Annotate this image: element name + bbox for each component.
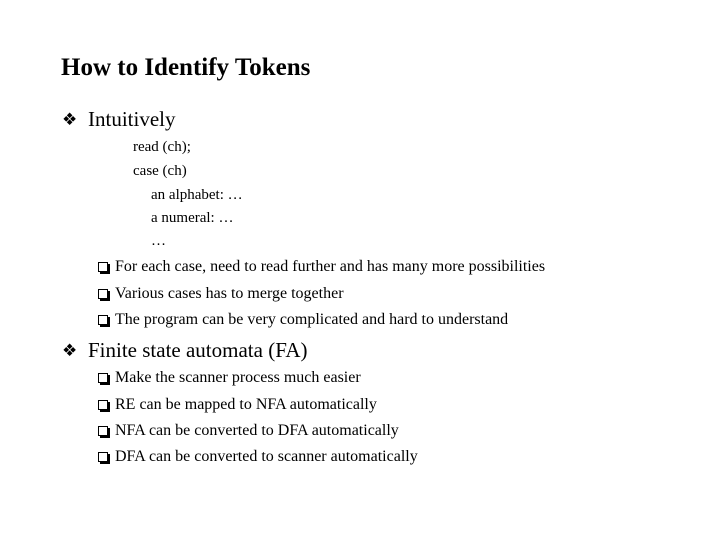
sub-bullet-text: RE can be mapped to NFA automatically — [115, 396, 377, 413]
sub-bullet-text: For each case, need to read further and has many more possibilities — [115, 258, 546, 275]
bullet-intuitively — [62, 106, 176, 133]
sub-bullet — [98, 394, 377, 416]
diamond-bullet-icon: ❖ — [62, 110, 78, 129]
sub-bullet-text: Make the scanner process much easier — [115, 369, 361, 386]
sub-bullet — [98, 420, 399, 442]
sub-bullet — [98, 446, 418, 468]
square-box-icon — [98, 262, 108, 272]
sub-bullet-text: DFA can be converted to scanner automatically — [115, 448, 418, 465]
bullet-label: Intuitively — [88, 107, 176, 131]
code-line: a numeral: … — [151, 210, 234, 226]
square-box-icon — [98, 315, 108, 325]
sub-bullet — [98, 367, 361, 389]
square-box-icon — [98, 400, 108, 410]
sub-bullet — [98, 256, 545, 278]
square-box-icon — [98, 452, 108, 462]
square-box-icon — [98, 289, 108, 299]
code-line: … — [151, 233, 166, 249]
square-box-icon — [98, 426, 108, 436]
code-line: read (ch); — [133, 139, 191, 155]
slide-title: How to Identify Tokens — [61, 54, 311, 81]
square-box-icon — [98, 373, 108, 383]
sub-bullet-text: Various cases has to merge together — [115, 285, 344, 302]
bullet-finite-state-automata — [62, 337, 307, 364]
bullet-label: Finite state automata (FA) — [88, 338, 308, 362]
sub-bullet-text: The program can be very complicated and hard to understand — [115, 311, 509, 328]
sub-bullet-text: NFA can be converted to DFA automatically — [115, 422, 399, 439]
code-line: an alphabet: … — [151, 187, 243, 203]
sub-bullet — [98, 309, 508, 331]
sub-bullet — [98, 283, 344, 305]
code-line: case (ch) — [133, 163, 187, 179]
diamond-bullet-icon: ❖ — [62, 341, 78, 360]
